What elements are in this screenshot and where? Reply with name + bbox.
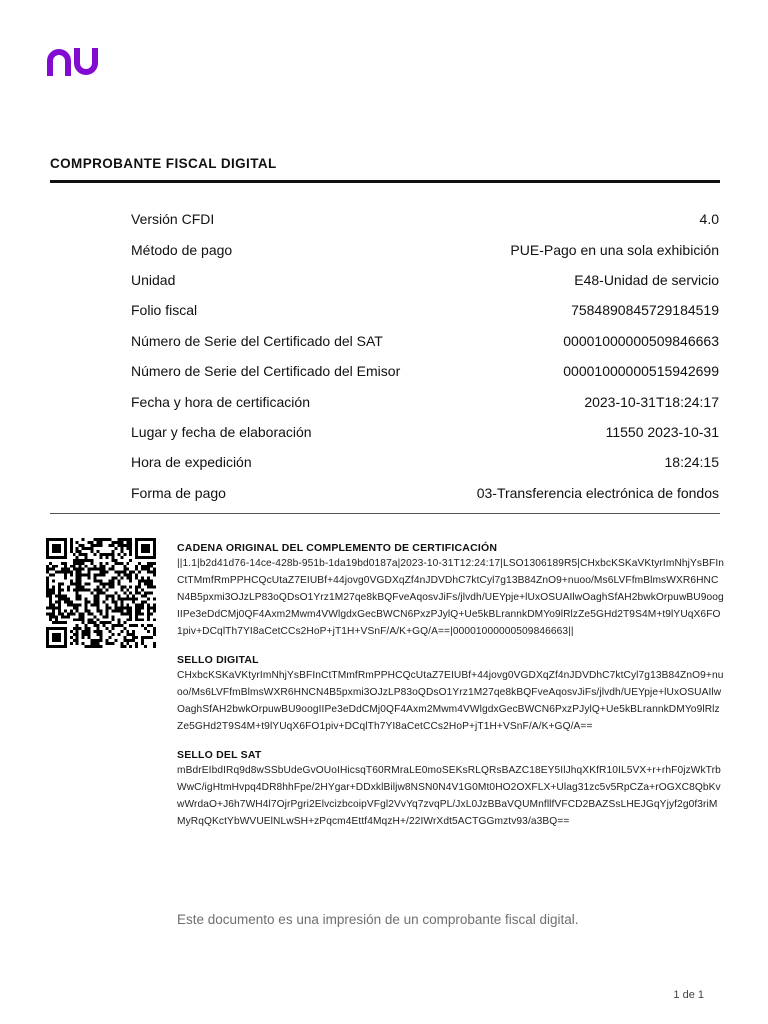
sello-sat-text: mBdrEIbdIRq9d8wSSbUdeGvOUoIHicsqT60RMraLE0moSEKsRLQRsBAZC18EY5IlJhqXKfR10IL5VX+r+rhF0jzWkTrbWwC/igHtmHvpq4DR8hhFpe/2HYgar+DDxklBiljw8NSN0N4V1G0Mt0HO2OXFLX+Ulag31zc5v5RpCZa+rOGXC8QbKvwWrdaO+J6h7WH4l7OjrPgri2ElvcizbcoipVFgl2VvYq7zvqPL/JxL0JzBBaVQUMnfllfVFCD2BAZSsLHEJGqYjyf2g0f3riMMyRqQKctYbWVUElNLwSH+zPqcm4Ettf4MqzH+/22IWrXdt5ACTGGmztv93/a3BQ==	[177, 765, 721, 827]
field-row-serie-sat	[131, 326, 719, 356]
field-label: Método de pago	[131, 241, 233, 258]
sello-sat-block	[177, 748, 725, 830]
field-label: Forma de pago	[131, 484, 226, 501]
sello-digital-heading: SELLO DIGITAL	[177, 654, 259, 666]
nu-logo	[44, 46, 102, 78]
cadena-original-block	[177, 541, 725, 640]
field-row-unidad	[131, 265, 719, 295]
field-label: Fecha y hora de certificación	[131, 393, 310, 410]
sello-digital-block	[177, 653, 725, 735]
field-label: Versión CFDI	[131, 211, 215, 228]
section-divider	[50, 513, 720, 514]
disclaimer-text: Este documento es una impresión de un comprobante fiscal digital.	[177, 912, 579, 927]
field-label: Folio fiscal	[131, 302, 198, 319]
field-value: 11550 2023-10-31	[605, 423, 719, 440]
field-row-folio-fiscal	[131, 295, 719, 325]
field-row-version-cfdi	[131, 204, 719, 234]
certification-blocks	[177, 541, 725, 843]
field-label: Número de Serie del Certificado del Emisor	[131, 363, 401, 380]
field-value: 00001000000509846663	[563, 332, 719, 349]
sello-sat-heading: SELLO DEL SAT	[177, 749, 262, 761]
title-divider	[50, 180, 720, 183]
field-label: Unidad	[131, 271, 176, 288]
field-label: Lugar y fecha de elaboración	[131, 423, 312, 440]
cadena-heading: CADENA ORIGINAL DEL COMPLEMENTO DE CERTIFICACIÓN	[177, 542, 498, 554]
field-row-lugar-fecha	[131, 417, 719, 447]
field-value: E48-Unidad de servicio	[574, 271, 719, 288]
field-value: 2023-10-31T18:24:17	[584, 393, 719, 410]
field-row-forma-pago	[131, 478, 719, 508]
page-number: 1 de 1	[673, 989, 704, 1001]
field-value: PUE-Pago en una sola exhibición	[510, 241, 719, 258]
sello-digital-text: CHxbcKSKaVKtyrImNhjYsBFInCtTMmfRmPPHCQcUtaZ7EIUBf+44jovg0VGDXqZf4nJDVDhC7ktCyl7g13B84ZnO9+nuoo/Ms6LVFfmBlmsWXR6HNCN4B5pxmi3OJzLP83oQDsO1Yrz1M27qe8kBQFveAqosvJiFs/jlvdh/UEYpje+lUxOSUAIlwOaghSfAH2bwkOrpuwBU9oogIIPe3eDdCMj0QF4Axm2Mwm4VWlgdxGecBWCN6PxzPJylQ+Ue5kBLrannkDMYo9lRlzZe5GHd2T9S4M+t9lYUqX6FO1piv+DCqlTh7YI8aCetCCs2HoP+jT1H+VSnF/A/K+GQ/A==	[177, 670, 724, 732]
field-value: 4.0	[699, 211, 719, 228]
field-value: 7584890845729184519	[571, 302, 719, 319]
field-label: Hora de expedición	[131, 454, 252, 471]
field-row-fecha-certificacion	[131, 386, 719, 416]
field-row-hora-expedicion	[131, 447, 719, 477]
fiscal-fields	[131, 204, 719, 508]
field-value: 00001000000515942699	[563, 363, 719, 380]
field-row-metodo-pago	[131, 234, 719, 264]
field-label: Número de Serie del Certificado del SAT	[131, 332, 383, 349]
field-value: 18:24:15	[664, 454, 719, 471]
qr-code	[44, 538, 158, 648]
field-value: 03-Transferencia electrónica de fondos	[476, 484, 719, 501]
cadena-text: ||1.1|b2d41d76-14ce-428b-951b-1da19bd0187a|2023-10-31T12:24:17|LSO1306189R5|CHxbcKSKaVKtyrImNhjYsBFInCtTMmfRmPPHCQcUtaZ7EIUBf+44jovg0VGDXqZf4nJDVDhC7ktCyl7g13B84ZnO9+nuoo/Ms6LVFfmBlmsWXR6HNCN4B5pxmi3OJzLP83oQDsO1Yrz1M27qe8kBQFveAqosvJiFs/jlvdh/UEYpje+lUxOSUAIlwOaghSfAH2bwkOrpuwBU9oogIIPe3eDdCMj0QF4Axm2Mwm4VWlgdxGecBWCN6PxzPJylQ+Ue5kBLrannkDMYo9lRlzZe5GHd2T9S4M+t9lYUqX6FO1piv+DCqlTh7YI8aCetCCs2HoP+jT1H+VSnF/A/K+GQ/A==|00001000000509846663||	[177, 558, 725, 637]
field-row-serie-emisor	[131, 356, 719, 386]
document-title: COMPROBANTE FISCAL DIGITAL	[50, 156, 277, 171]
